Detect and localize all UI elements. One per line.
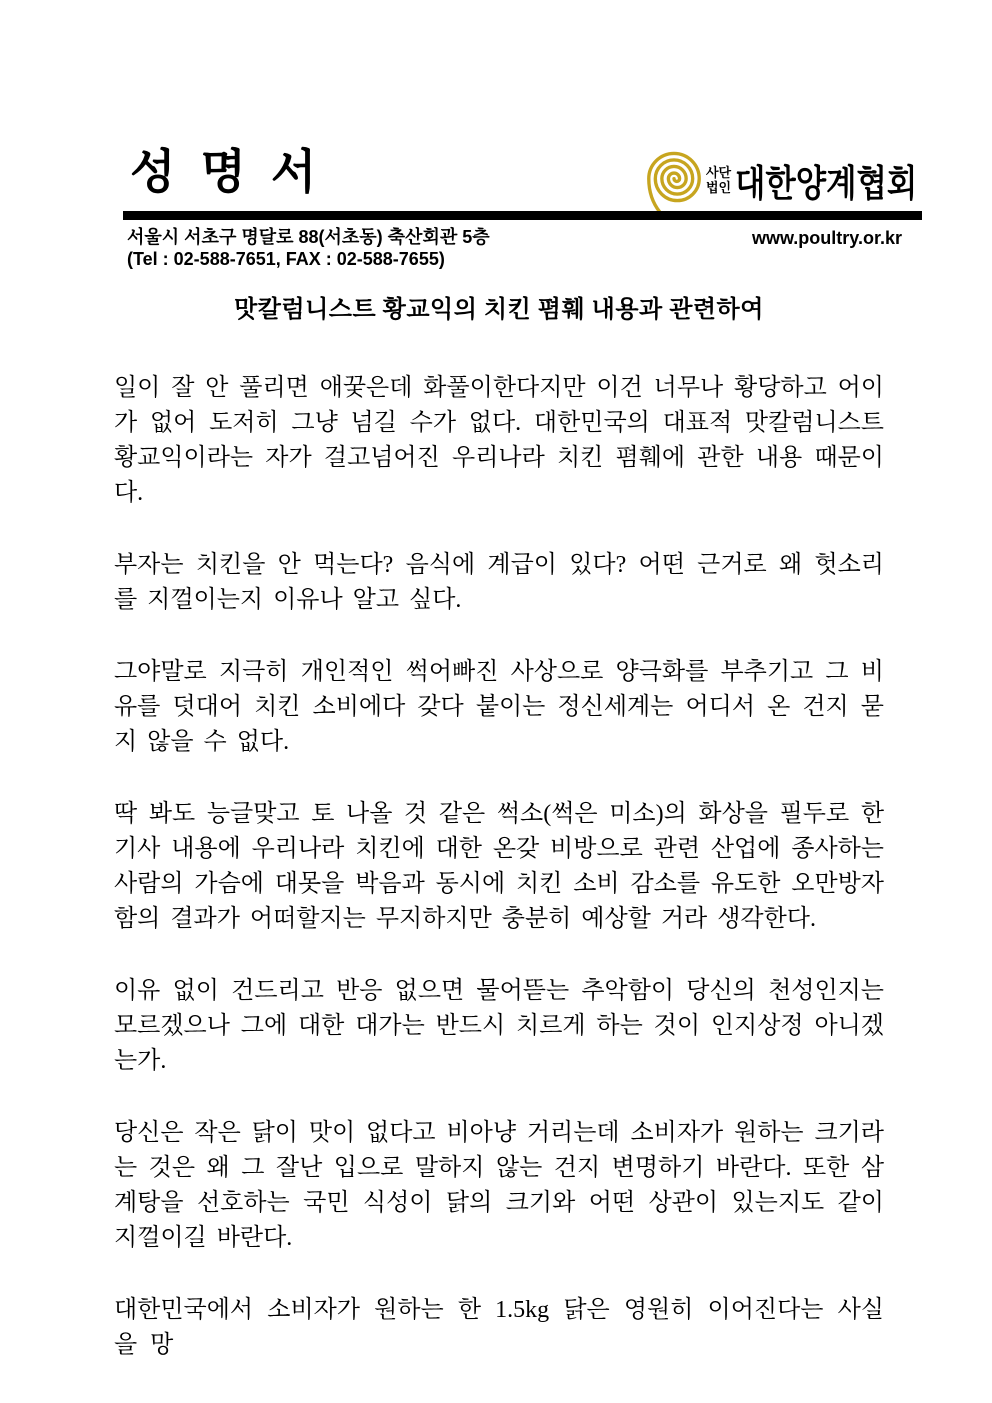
- org-identity: [644, 143, 950, 217]
- org-website: www.poultry.or.kr: [751, 228, 902, 248]
- incorporation-label: [706, 165, 731, 195]
- statement-title: 맛칼럼니스트 황교익의 치킨 폄훼 내용과 관련하여: [234, 297, 764, 323]
- header-divider: [123, 211, 922, 220]
- statement-paragraph-6: 당신은 작은 닭이 맛이 없다고 비아냥 거리는데 소비자가 원하는 크기라는 것은 왜 그 잘난 입으로 말하지 않는 건지 변명하기 바란다. 또한 삼계탕을 선호하는 국민 식성이 닭의 크기와 어떤 상관이 있는지도 같이 지껄이길 바란다.: [114, 1120, 884, 1251]
- statement-paragraph-1: 일이 잘 안 풀리면 애꿎은데 화풀이한다지만 이건 너무나 황당하고 어이가 없어 도저히 그냥 넘길 수가 없다. 대한민국의 대표적 맛칼럼니스트 황교익이라는 자가 걸고넘어진 우리나라 치킨 폄훼에 관한 내용 때문이다.: [114, 375, 884, 506]
- incorporation-label-line1: 사단: [706, 165, 732, 180]
- spiral-path: [649, 153, 699, 212]
- statement-body: [114, 293, 884, 1363]
- statement-paragraph-4: 딱 봐도 능글맞고 토 나올 것 같은 썩소(썩은 미소)의 화상을 필두로 한 기사 내용에 우리나라 치킨에 대한 온갖 비방으로 관련 산업에 종사하는 사람의 가슴에 대못을 박음과 동시에 치킨 소비 감소를 유도한 오만방자함의 결과가 어떠할지는 무지하지만 충분히 예상할 거라 생각한다.: [114, 801, 884, 932]
- statement-paragraph-5: 이유 없이 건드리고 반응 없으면 물어뜯는 추악함이 당신의 천성인지는 모르겠으나 그에 대한 대가는 반드시 치르게 하는 것이 인지상정 아니겠는가.: [114, 978, 884, 1074]
- incorporation-label-line2: 법인: [706, 180, 732, 195]
- org-address: 서울시 서초구 명달로 88(서초동) 축산회관 5층: [127, 227, 490, 247]
- org-address-block: [127, 226, 490, 270]
- document-type-title: 성 명 서: [130, 145, 319, 198]
- statement-paragraph-2: 부자는 치킨을 안 먹는다? 음식에 계급이 있다? 어떤 근거로 왜 헛소리를 지껄이는지 이유나 알고 싶다.: [114, 552, 884, 613]
- org-tel-fax: (Tel : 02-588-7651, FAX : 02-588-7655): [127, 249, 445, 269]
- statement-paragraph-3: 그야말로 지극히 개인적인 썩어빠진 사상으로 양극화를 부추기고 그 비유를 덧대어 치킨 소비에다 갖다 붙이는 정신세계는 어디서 온 건지 묻지 않을 수 없다.: [114, 659, 884, 755]
- poultry-association-spiral-logo-icon: [644, 145, 704, 216]
- org-name: 대한양계협회: [735, 163, 918, 204]
- statement-paragraph-7-truncated: 대한민국에서 소비자가 원하는 한 1.5kg 닭은 영원히 이어진다는 사실을 망: [114, 1297, 884, 1358]
